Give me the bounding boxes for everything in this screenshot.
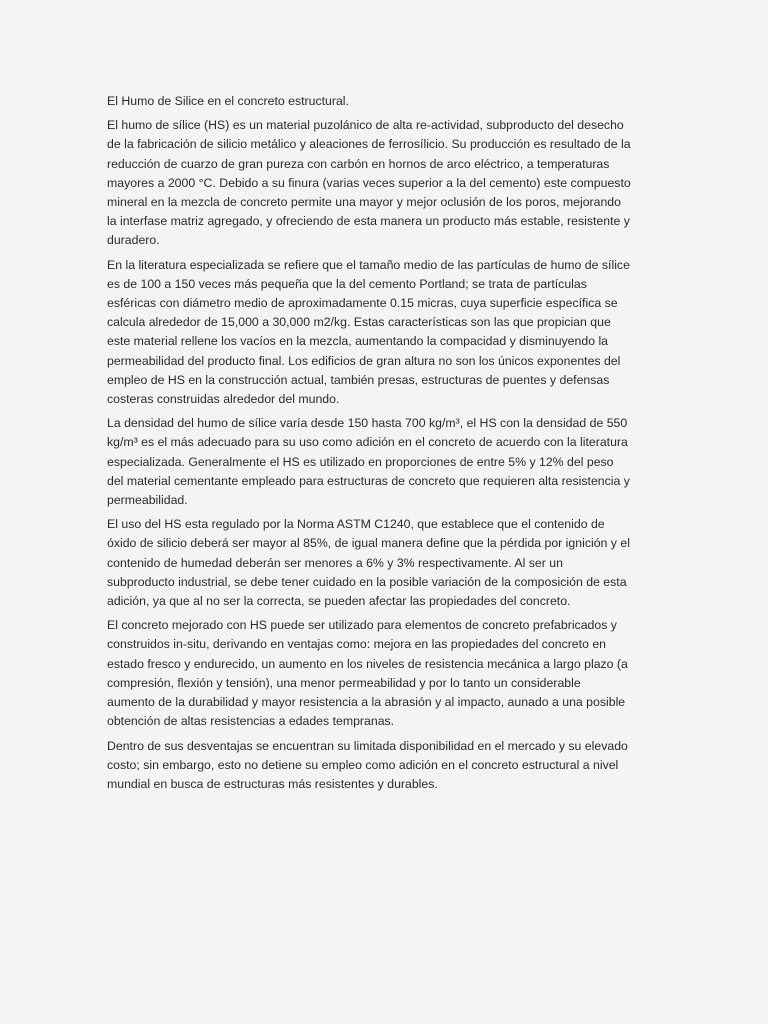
paragraph-6: Dentro de sus desventajas se encuentran su limitada disponibilidad en el mercado y su elevado costo; sin embargo, esto no detiene su empleo como adición en el concreto estructural a nivel mundial en busca de estructuras más resistentes y durables.	[107, 738, 628, 791]
paragraph-2: En la literatura especializada se refiere que el tamaño medio de las partículas de humo de sílice es de 100 a 150 veces más pequeña que la del cemento Portland; se trata de partículas esféricas con diámetro medio de aproximadamente 0.15 micras, cuya superficie específica se calcula alrededor de 15,000 a 30,000 m2/kg. Estas características son las que propician que este material rellene los vacíos en la mezcla, aumentando la compacidad y disminuyendo la permeabilidad del producto final. Los edificios de gran altura no son los únicos exponentes del empleo de HS en la construcción actual, también presas, estructuras de puentes y defensas costeras construidas alrededor del mundo.	[107, 257, 630, 407]
paragraph-1: El humo de sílice (HS) es un material puzolánico de alta re-actividad, subproducto del desecho de la fabricación de silicio metálico y aleaciones de ferrosílicio. Su producción es resultado de la reducción de cuarzo de gran pureza con carbón en hornos de arco eléctrico, a temperaturas mayores a 2000 °C. Debido a su finura (varias veces superior a la del cemento) este compuesto mineral en la mezcla de concreto permite una mayor y mejor oclusión de los poros, mejorando la interfase matriz agregado, y ofreciendo de esta manera un producto más estable, resistente y duradero.	[107, 118, 631, 248]
paragraph-4: El uso del HS esta regulado por la Norma ASTM C1240, que establece que el contenido de óxido de silicio deberá ser mayor al 85%, de igual manera define que la pérdida por ignición y el contenido de humedad deberán ser menores a 6% y 3% respectivamente. Al ser un subproducto industrial, se debe tener cuidado en la posible variación de la composición de esta adición, ya que al no ser la correcta, se pueden afectar las propiedades del concreto.	[107, 517, 630, 609]
document-body	[107, 92, 631, 799]
document-title: El Humo de Silice en el concreto estructural.	[107, 94, 349, 108]
paragraph-5: El concreto mejorado con HS puede ser utilizado para elementos de concreto prefabricados y construidos in-situ, derivando en ventajas como: mejora en las propiedades del concreto en estado fresco y endurecido, un aumento en los niveles de resistencia mecánica a largo plazo (a compresión, flexión y tensión), una menor permeabilidad y por lo tanto un considerable aumento de la durabilidad y mayor resistencia a la abrasión y al impacto, aunado a una posible obtención de altas resistencias a edades tempranas.	[107, 618, 628, 729]
paragraph-3: La densidad del humo de sílice varía desde 150 hasta 700 kg/m³, el HS con la densidad de 550 kg/m³ es el más adecuado para su uso como adición en el concreto de acuerdo con la literatura especializada. Generalmente el HS es utilizado en proporciones de entre 5% y 12% del peso del material cementante empleado para estructuras de concreto que requieren alta resistencia y permeabilidad.	[107, 416, 630, 508]
